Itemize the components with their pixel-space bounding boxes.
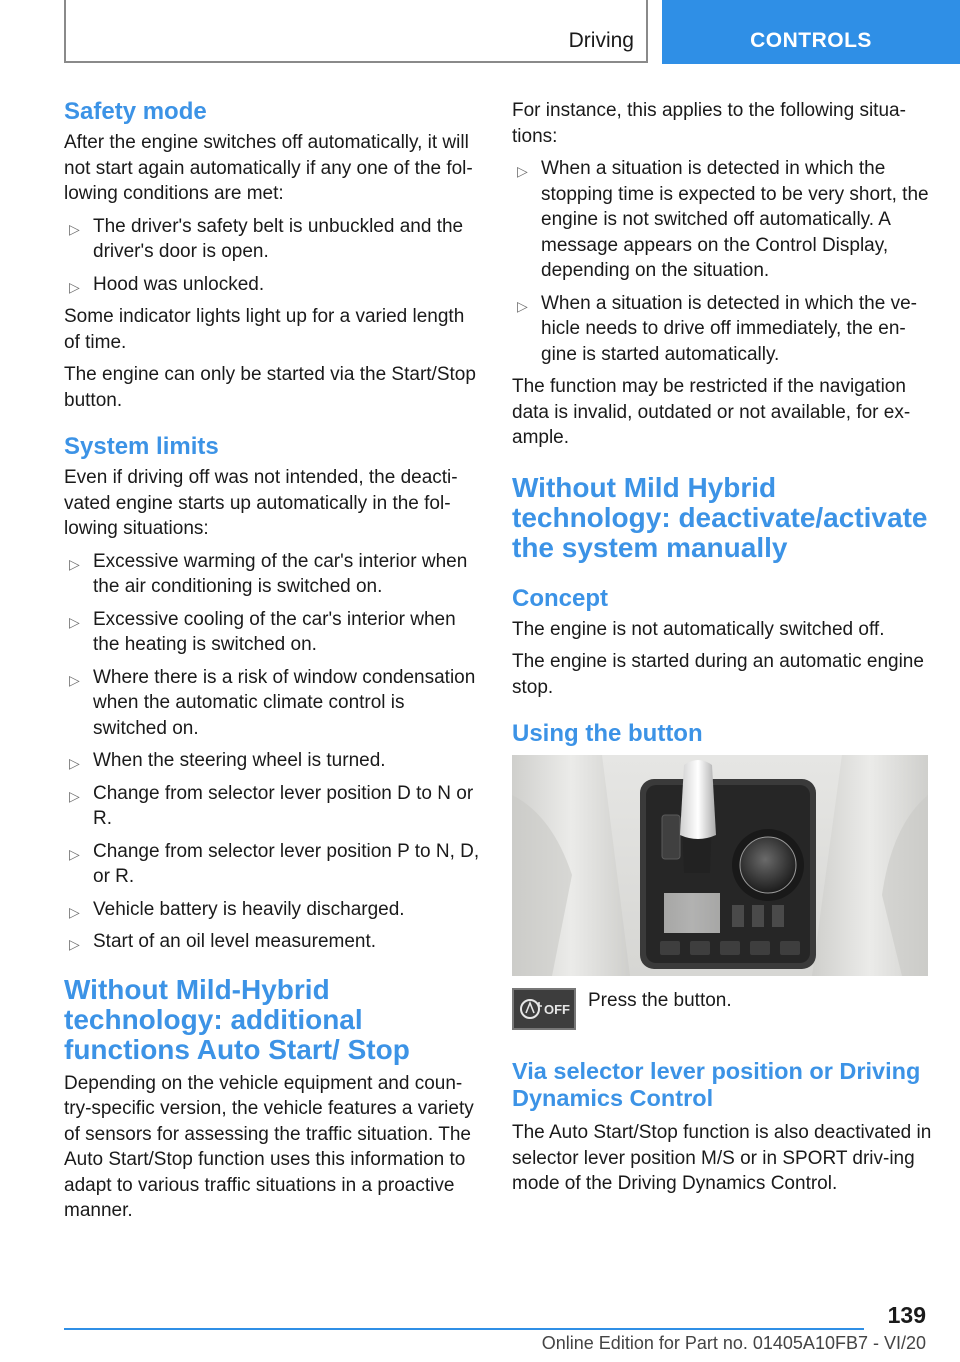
list-item: ▷ Excessive warming of the car's interior when the air conditioning is switched on.	[69, 550, 468, 597]
system-limits-list	[64, 549, 480, 955]
button-instruction-row	[512, 988, 932, 1048]
system-limits-intro: Even if driving off was not intended, the deacti-vated engine starts up automatically in the fol-lowing situations:	[64, 467, 458, 539]
list-item: ▷ Vehicle battery is heavily discharged.	[64, 897, 480, 923]
list-item: ▷ Where there is a risk of window condensation when the automatic climate control is switched on.	[69, 666, 476, 739]
heading-concept: Concept	[512, 584, 608, 612]
triangle-bullet-icon: ▷	[69, 278, 80, 295]
triangle-bullet-icon: ▷	[517, 297, 528, 314]
triangle-bullet-icon: ▷	[69, 555, 80, 572]
footer-edition: Online Edition for Part no. 01405A10FB7 - VI/20	[541, 1333, 926, 1353]
safety-mode-para-2: The engine can only be started via the Start/Stop button.	[64, 364, 476, 411]
list-item: ▷ When the steering wheel is turned.	[64, 748, 480, 774]
triangle-bullet-icon: ▷	[69, 755, 80, 771]
list-item: ▷ Hood was unlocked.	[64, 272, 480, 298]
header-section-title: Driving	[568, 29, 634, 52]
footer-rule	[64, 1328, 864, 1330]
situations-list	[512, 156, 932, 367]
triangle-bullet-icon: ▷	[69, 613, 80, 630]
safety-mode-intro: After the engine switches off automatically, it will not start again automatically if any one of the fol-lowing conditions are met:	[64, 132, 473, 204]
header-chapter-tab	[662, 0, 960, 64]
heading-system-limits: System limits	[64, 433, 219, 460]
triangle-bullet-icon: ▷	[69, 220, 80, 237]
triangle-bullet-icon: ▷	[69, 787, 80, 804]
list-item: ▷ The driver's safety belt is unbuckled and the driver's door is open.	[69, 215, 464, 262]
heading-using-button: Using the button	[512, 720, 703, 747]
mild-hybrid-para: Depending on the vehicle equipment and coun-try-specific version, the vehicle features a variety of sensors for assessing the traffic situation. The Auto Start/Stop function uses this information to adapt to various traffic situations in a proactive manner.	[64, 1072, 474, 1221]
triangle-bullet-icon: ▷	[69, 671, 80, 688]
list-item: ▷ Change from selector lever position D to N or R.	[69, 782, 474, 829]
auto-start-stop-off-button-icon	[512, 988, 576, 1030]
triangle-bullet-icon: ▷	[69, 903, 80, 920]
navigation-restriction-para: The function may be restricted if the navigation data is invalid, outdated or not available, for ex-ample.	[512, 376, 911, 448]
off-label: OFF	[544, 1002, 570, 1017]
safety-mode-list	[64, 214, 480, 298]
safety-mode-para-1: Some indicator lights light up for a varied length of time.	[64, 306, 465, 353]
press-button-instruction: Press the button.	[588, 990, 732, 1011]
list-item: ▷ Start of an oil level measurement.	[64, 929, 480, 955]
situations-intro: For instance, this applies to the following situa-tions:	[512, 100, 906, 147]
triangle-bullet-icon: ▷	[69, 936, 80, 952]
header-section-box	[64, 0, 648, 63]
heading-manual-deactivate: Without Mild Hybrid technology: deactivate/activate the system manually	[512, 471, 928, 563]
right-column	[512, 98, 932, 1204]
concept-para-1: The engine is not automatically switched off.	[512, 618, 885, 640]
concept-para-2: The engine is started during an automatic engine stop.	[512, 651, 924, 698]
list-item: ▷ Excessive cooling of the car's interior when the heating is switched on.	[69, 608, 456, 655]
heading-mild-hybrid-functions: Without Mild-Hybrid technology: additional functions Auto Start/ Stop	[64, 973, 410, 1065]
heading-safety-mode: Safety mode	[64, 98, 207, 125]
header-chapter-label: CONTROLS	[750, 29, 872, 52]
heading-selector-lever: Via selector lever position or Driving Dynamics Control	[512, 1058, 921, 1111]
list-item: ▷ Change from selector lever position P to N, D, or R.	[69, 840, 480, 887]
triangle-bullet-icon: ▷	[69, 845, 80, 862]
list-item: ▷ When a situation is detected in which the ve-hicle needs to drive off immediately, the en-gine is started automatically.	[517, 292, 917, 365]
page-number: 139	[887, 1302, 926, 1328]
selector-para: The Auto Start/Stop function is also deactivated in selector lever position M/S or in SPORT driv-ing mode of the Driving Dynamics Control.	[512, 1122, 932, 1194]
triangle-bullet-icon: ▷	[517, 163, 528, 179]
center-console-photo	[512, 755, 928, 976]
list-item: ▷ When a situation is detected in which the stopping time is expected to be very short, the engine is not switched off automatically. A message appears on the Control Display, depending on the situation.	[517, 158, 929, 281]
left-column	[64, 98, 480, 1231]
